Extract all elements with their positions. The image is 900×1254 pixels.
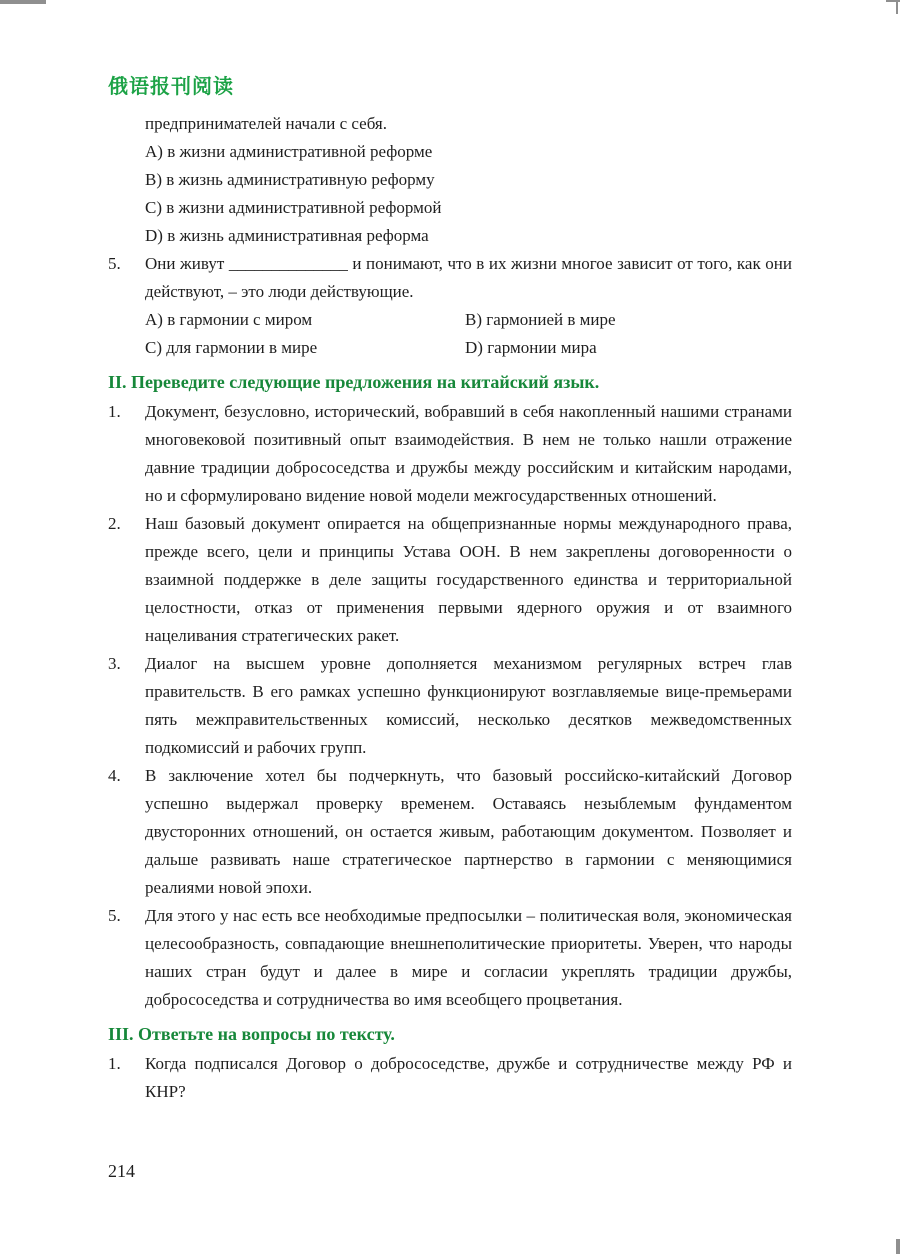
item-text: Документ, безусловно, исторический, вобравший в себя накопленный нашими странами многовековой позитивный опыт взаимодействия. В нем не только нашли отражение давние традиции добрососедства и дружбы между российским и китайским народами, но и сформулировано видение новой модели межгосударственных отношений. [145,402,792,505]
section-heading-2: II. Переведите следующие предложения на китайский язык. [108,372,600,392]
scan-artifact-top-right-vertical [896,0,898,14]
option-b [145,166,792,194]
option-text: в гармонии с миром [167,310,313,329]
item-text: Наш базовый документ опирается на общепризнанные нормы международного права, прежде всего, цели и принципы Устава ООН. В нем закреплены договоренности о взаимной поддержке в деле защиты государственного единства и территориальной целостности, отказ от применения первыми ядерного оружия и от взаимного нацеливания стратегических ракет. [145,514,792,645]
option-label: A) [145,142,168,161]
item-number: 5. [108,254,121,273]
book-running-head: 俄语报刊阅读 [108,74,234,98]
item-text: Диалог на высшем уровне дополняется механизмом регулярных встреч глав правительств. В его рамках успешно функционируют возглавляемые вице-премьерами пять межправительственных комиссий, несколько десятков межведомственных подкомиссий и рабочих групп. [145,654,792,757]
item-text: В заключение хотел бы подчеркнуть, что базовый российско-китайский Договор успешно выдержал проверку временем. Оставаясь незыблемым фундаментом двусторонних отношений, он остается живым, работающим документом. Позволяет и дальше развивать наше стратегическое партнерство в гармонии с меняющимися реалиями новой эпохи. [145,766,792,897]
option-label: D) [465,338,488,357]
option-label: A) [145,310,168,329]
item-number: 4. [108,766,121,785]
option-label: B) [145,170,167,189]
item-text: Для этого у нас есть все необходимые предпосылки – политическая воля, экономическая целесообразность, совпадающие внешнеполитические приоритеты. Уверен, что народы наших стран будут и далее в мире и согласии укреплять традиции дружбы, добрососедства и сотрудничества во имя всеобщего процветания. [145,906,792,1009]
option-text: в жизни административной реформой [166,198,442,217]
scan-artifact-bottom-right [896,1239,900,1254]
item4-stem-continuation: предпринимателей начали с себя. [145,114,387,133]
translation-item-1 [108,398,792,510]
translation-item-5 [108,902,792,1014]
option-text: для гармонии в мире [166,338,318,357]
option-text: в жизнь административная реформа [167,226,429,245]
translation-item-2 [108,510,792,650]
page-number: 214 [108,1161,135,1181]
option-label: B) [465,310,487,329]
option-text: в жизнь административную реформу [166,170,435,189]
option-label: C) [145,198,167,217]
section-heading-3: III. Ответьте на вопросы по тексту. [108,1024,395,1044]
item-text: Когда подписался Договор о добрососедстве, дружбе и сотрудничестве между РФ и КНР? [145,1054,792,1101]
item-number: 1. [108,1054,121,1073]
item-number: 1. [108,402,121,421]
page-content [108,110,792,1106]
question-item-5 [108,250,792,306]
option-c [145,194,792,222]
item5-options [145,306,792,362]
option-b [465,306,792,334]
option-text: гармонией в мире [486,310,616,329]
option-d [145,222,792,250]
item-number: 2. [108,514,121,533]
option-label: C) [145,338,167,357]
item-number: 3. [108,654,121,673]
option-c [145,334,465,362]
option-text: в жизни административной реформе [167,142,433,161]
option-a [145,306,465,334]
text-question-1 [108,1050,792,1106]
scan-artifact-top-left [0,0,46,4]
option-a [145,138,792,166]
translation-item-4 [108,762,792,902]
translation-item-3 [108,650,792,762]
option-d [465,334,792,362]
item-stem: Они живут ______________ и понимают, что в их жизни многое зависит от того, как они действуют, – это люди действующие. [145,254,792,301]
option-label: D) [145,226,168,245]
option-text: гармонии мира [487,338,597,357]
item-number: 5. [108,906,121,925]
